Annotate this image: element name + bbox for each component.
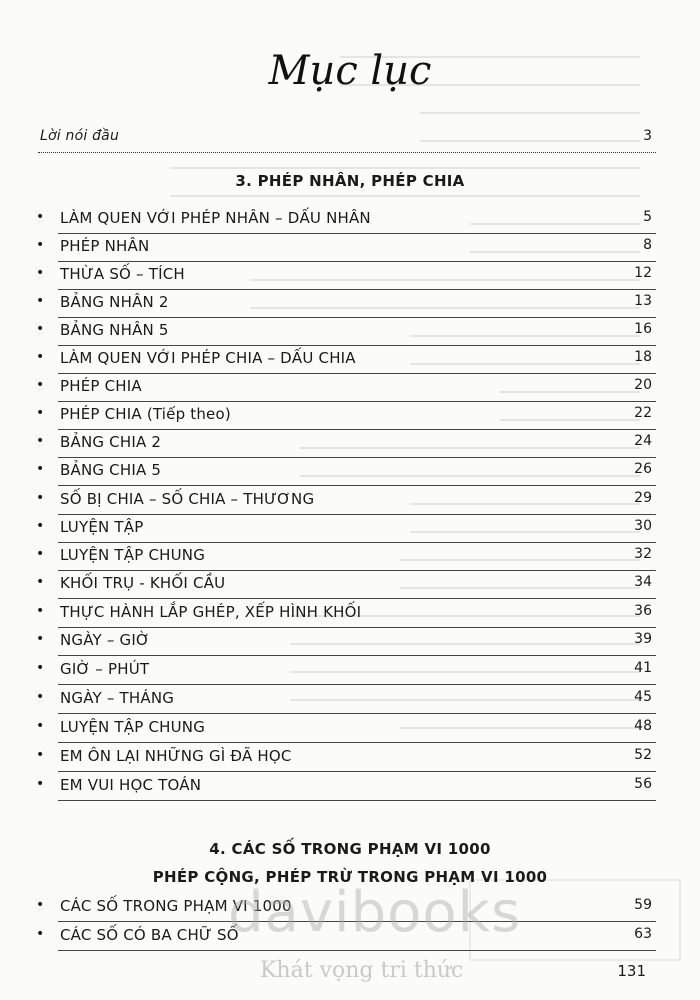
watermark-logo: davibooks	[228, 880, 522, 945]
bullet-icon: •	[36, 546, 45, 562]
bullet-icon: •	[36, 897, 45, 913]
toc-entry[interactable]	[0, 574, 700, 600]
bullet-icon: •	[36, 747, 45, 763]
toc-entry-label: EM VUI HỌC TOÁN	[60, 776, 202, 794]
toc-entry-intro[interactable]	[0, 128, 700, 154]
leader-line	[58, 345, 656, 346]
bullet-icon: •	[36, 461, 45, 477]
leader-line	[58, 289, 656, 290]
leader-line	[58, 655, 656, 656]
bullet-icon: •	[36, 377, 45, 393]
toc-entry[interactable]	[0, 603, 700, 629]
toc-entry-label: EM ÔN LẠI NHỮNG GÌ ĐÃ HỌC	[60, 747, 292, 765]
toc-entry[interactable]	[0, 747, 700, 773]
toc-entry-label: NGÀY – THÁNG	[60, 689, 175, 707]
toc-entry[interactable]	[0, 631, 700, 657]
toc-entry-label: BẢNG CHIA 5	[60, 461, 162, 479]
section-3-heading: 3. PHÉP NHÂN, PHÉP CHIA	[235, 172, 465, 190]
toc-entry-page: 24	[634, 433, 652, 449]
leader-line	[58, 800, 656, 801]
page-number: 131	[617, 962, 646, 980]
toc-entry-label: Lời nói đầu	[40, 128, 120, 144]
bullet-icon: •	[36, 926, 45, 942]
leader-line	[58, 457, 656, 458]
toc-entry-label: LUYỆN TẬP CHUNG	[60, 718, 206, 736]
leader-line	[58, 570, 656, 571]
leader-line	[58, 713, 656, 714]
toc-entry-page: 36	[634, 603, 652, 619]
toc-entry[interactable]	[0, 660, 700, 686]
toc-entry-page: 16	[634, 321, 652, 337]
watermark-tagline: Khát vọng tri thức	[260, 958, 464, 983]
toc-entry-page: 34	[634, 574, 652, 590]
toc-entry-label: PHÉP CHIA	[60, 377, 142, 395]
toc-entry[interactable]	[0, 377, 700, 403]
toc-entry[interactable]	[0, 293, 700, 319]
toc-entry-page: 63	[634, 926, 652, 942]
toc-entry[interactable]	[0, 546, 700, 572]
bullet-icon: •	[36, 776, 45, 792]
toc-entry[interactable]	[0, 209, 700, 235]
bullet-icon: •	[36, 433, 45, 449]
toc-entry-label: KHỐI TRỤ - KHỐI CẦU	[60, 574, 226, 592]
toc-entry-label: CÁC SỐ TRONG PHẠM VI 1000	[60, 897, 292, 915]
bullet-icon: •	[36, 405, 45, 421]
leader-line	[58, 771, 656, 772]
toc-entry[interactable]	[0, 321, 700, 347]
toc-entry[interactable]	[0, 349, 700, 375]
toc-entry-page: 56	[634, 776, 652, 792]
leader-line	[38, 152, 656, 153]
bullet-icon: •	[36, 490, 45, 506]
toc-entry[interactable]	[0, 689, 700, 715]
toc-entry[interactable]	[0, 237, 700, 263]
section-4-heading: 4. CÁC SỐ TRONG PHẠM VI 1000	[209, 840, 491, 858]
leader-line	[58, 684, 656, 685]
page-title: Mục lục	[268, 48, 432, 94]
toc-entry[interactable]	[0, 518, 700, 544]
leader-line	[58, 742, 656, 743]
toc-entry-page: 48	[634, 718, 652, 734]
toc-entry-label: PHÉP CHIA (Tiếp theo)	[60, 405, 231, 423]
toc-entry-label: LÀM QUEN VỚI PHÉP NHÂN – DẤU NHÂN	[60, 209, 371, 227]
bullet-icon: •	[36, 574, 45, 590]
toc-entry-label: PHÉP NHÂN	[60, 237, 150, 255]
toc-entry-page: 41	[634, 660, 652, 676]
bullet-icon: •	[36, 349, 45, 365]
toc-entry-label: LUYỆN TẬP	[60, 518, 144, 536]
toc-entry-label: CÁC SỐ CÓ BA CHỮ SỐ	[60, 926, 239, 944]
toc-entry-label: THỰC HÀNH LẮP GHÉP, XẾP HÌNH KHỐI	[60, 603, 362, 621]
toc-entry-page: 13	[634, 293, 652, 309]
toc-entry-label: BẢNG NHÂN 2	[60, 293, 169, 311]
bullet-icon: •	[36, 631, 45, 647]
bullet-icon: •	[36, 660, 45, 676]
toc-entry[interactable]	[0, 433, 700, 459]
bullet-icon: •	[36, 209, 45, 225]
bullet-icon: •	[36, 603, 45, 619]
toc-entry-page: 29	[634, 490, 652, 506]
leader-line	[58, 950, 656, 951]
bullet-icon: •	[36, 293, 45, 309]
bullet-icon: •	[36, 689, 45, 705]
toc-entry-page: 8	[643, 237, 652, 253]
toc-entry-label: BẢNG NHÂN 5	[60, 321, 169, 339]
toc-entry-page: 45	[634, 689, 652, 705]
toc-entry[interactable]	[0, 461, 700, 487]
toc-entry-page: 32	[634, 546, 652, 562]
toc-entry[interactable]	[0, 490, 700, 516]
leader-line	[58, 429, 656, 430]
toc-entry-page: 59	[634, 897, 652, 913]
toc-entry-page: 20	[634, 377, 652, 393]
leader-line	[58, 317, 656, 318]
toc-entry-label: LUYỆN TẬP CHUNG	[60, 546, 206, 564]
leader-line	[58, 514, 656, 515]
toc-entry-label: SỐ BỊ CHIA – SỐ CHIA – THƯƠNG	[60, 490, 315, 508]
toc-entry[interactable]	[0, 265, 700, 291]
section-4-subheading: PHÉP CỘNG, PHÉP TRỪ TRONG PHẠM VI 1000	[152, 868, 548, 886]
bullet-icon: •	[36, 265, 45, 281]
toc-entry[interactable]	[0, 718, 700, 744]
toc-entry-page: 52	[634, 747, 652, 763]
toc-entry-page: 3	[643, 128, 652, 144]
toc-entry[interactable]	[0, 405, 700, 431]
toc-entry-page: 12	[634, 265, 652, 281]
leader-line	[58, 233, 656, 234]
leader-line	[58, 261, 656, 262]
toc-entry-label: THỪA SỐ – TÍCH	[60, 265, 185, 283]
toc-entry-page: 5	[643, 209, 652, 225]
toc-entry-page: 18	[634, 349, 652, 365]
leader-line	[58, 627, 656, 628]
toc-entry-page: 30	[634, 518, 652, 534]
bullet-icon: •	[36, 321, 45, 337]
toc-entry-label: NGÀY – GIỜ	[60, 631, 150, 649]
toc-entry-page: 39	[634, 631, 652, 647]
toc-entry-label: LÀM QUEN VỚI PHÉP CHIA – DẤU CHIA	[60, 349, 356, 367]
toc-entry-label: GIỜ – PHÚT	[60, 660, 150, 678]
toc-entry-label: BẢNG CHIA 2	[60, 433, 162, 451]
bullet-icon: •	[36, 518, 45, 534]
leader-line	[58, 542, 656, 543]
leader-line	[58, 485, 656, 486]
leader-line	[58, 401, 656, 402]
leader-line	[58, 598, 656, 599]
leader-line	[58, 373, 656, 374]
toc-entry-page: 26	[634, 461, 652, 477]
toc-entry-page: 22	[634, 405, 652, 421]
bullet-icon: •	[36, 718, 45, 734]
toc-entry[interactable]	[0, 776, 700, 802]
bullet-icon: •	[36, 237, 45, 253]
